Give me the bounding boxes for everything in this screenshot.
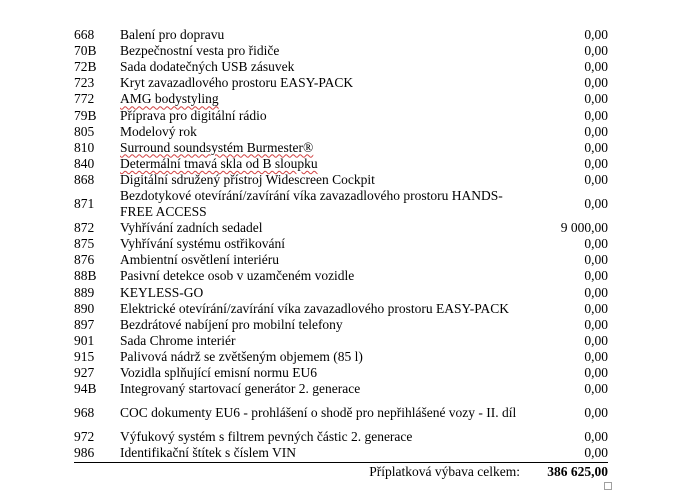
table-row — [74, 285, 608, 301]
option-price: 0,00 — [584, 332, 608, 348]
option-description: Identifikační štítek s číslem VIN — [120, 445, 532, 462]
option-code: 889 — [74, 284, 95, 300]
option-code: 986 — [74, 445, 120, 462]
option-price: 0,00 — [532, 445, 608, 462]
option-description: Palivová nádrž se zvětšeným objemem (85 l) — [120, 348, 363, 364]
table-row — [74, 59, 608, 75]
option-description: Sada dodatečných USB zásuvek — [120, 59, 295, 75]
table-row — [74, 397, 608, 429]
option-price: 0,00 — [584, 405, 608, 421]
option-description — [120, 91, 532, 107]
option-description-text: Surround soundsystém Burmester® — [120, 139, 314, 155]
table-row — [74, 188, 608, 220]
option-description: Elektrické otevírání/zavírání víka zavazadlového prostoru EASY-PACK — [120, 300, 510, 316]
table-row — [74, 172, 608, 188]
option-description: Bezpečnostní vesta pro řidiče — [120, 43, 280, 59]
table-row — [74, 252, 608, 268]
option-code: 723 — [74, 75, 95, 91]
option-description: Příprava pro digitální rádio — [120, 107, 267, 123]
option-price: 0,00 — [584, 316, 608, 332]
option-code: 927 — [74, 365, 95, 381]
option-description: Bezdotykové otevírání/zavírání víka zavazadlového prostoru HANDS-FREE ACCESS — [120, 188, 503, 220]
table-row — [74, 333, 608, 349]
option-code: 70B — [74, 43, 97, 59]
table-row — [74, 349, 608, 365]
table-row — [74, 156, 608, 172]
option-description: Bezdrátové nabíjení pro mobilní telefony — [120, 316, 343, 332]
option-description: Kryt zavazadlového prostoru EASY-PACK — [120, 75, 354, 91]
option-code: 890 — [74, 300, 95, 316]
option-code: 805 — [74, 123, 95, 139]
option-description: Balení pro dopravu — [120, 27, 225, 43]
option-price: 0,00 — [584, 196, 608, 212]
option-description: Vyhřívání systému ostřikování — [120, 236, 285, 252]
option-description: Výfukový systém s filtrem pevných částic 2. generace — [120, 429, 413, 445]
option-price: 0,00 — [584, 348, 608, 364]
table-row — [74, 220, 608, 236]
option-description-text: AMG bodystyling — [120, 91, 219, 107]
option-description: Vyhřívání zadních sedadel — [120, 220, 263, 236]
option-code: 876 — [74, 252, 95, 268]
options-table-body — [74, 27, 608, 462]
option-price: 0,00 — [584, 75, 608, 91]
option-price: 0,00 — [584, 59, 608, 75]
table-row — [74, 429, 608, 445]
option-code: 868 — [74, 171, 95, 187]
option-price: 0,00 — [584, 236, 608, 252]
option-code: 772 — [74, 91, 95, 107]
option-code: 901 — [74, 332, 95, 348]
table-resize-handle[interactable] — [604, 482, 612, 490]
table-row — [74, 43, 608, 59]
option-price: 0,00 — [584, 155, 608, 171]
option-code: 72B — [74, 59, 97, 75]
option-code: 668 — [74, 27, 95, 43]
option-price: 0,00 — [584, 252, 608, 268]
table-row — [74, 107, 608, 123]
option-description: COC dokumenty EU6 - prohlášení o shodě pro nepřihlášené vozy - II. díl — [120, 405, 517, 421]
option-price: 0,00 — [584, 171, 608, 187]
option-description: KEYLESS-GO — [120, 284, 204, 300]
option-code: 968 — [74, 405, 95, 421]
table-row — [74, 301, 608, 317]
option-code: 871 — [74, 196, 95, 212]
option-code: 79B — [74, 107, 97, 123]
option-price: 0,00 — [584, 300, 608, 316]
option-description — [120, 140, 532, 156]
option-code: 94B — [74, 381, 97, 397]
table-row — [74, 445, 608, 462]
table-row — [74, 75, 608, 91]
options-table — [74, 27, 608, 463]
option-price: 0,00 — [584, 123, 608, 139]
option-description-text: Determální tmavá skla od B sloupku — [120, 155, 318, 171]
option-code: 897 — [74, 316, 95, 332]
total-value: 386 625,00 — [547, 464, 608, 479]
option-description: Ambientní osvětlení interiéru — [120, 252, 279, 268]
option-price: 0,00 — [584, 107, 608, 123]
option-code: 972 — [74, 429, 95, 445]
option-price: 0,00 — [584, 284, 608, 300]
option-price: 0,00 — [584, 139, 608, 155]
total-label: Příplatková výbava celkem: — [369, 464, 520, 479]
table-row — [74, 27, 608, 43]
option-price: 0,00 — [584, 268, 608, 284]
option-price: 0,00 — [584, 43, 608, 59]
table-row — [74, 124, 608, 140]
table-row — [74, 91, 608, 107]
option-description: Digitální sdružený přístroj Widescreen Cockpit — [120, 171, 375, 187]
table-row — [74, 140, 608, 156]
option-price: 0,00 — [584, 365, 608, 381]
option-description: Integrovaný startovací generátor 2. generace — [120, 381, 361, 397]
option-price: 0,00 — [584, 429, 608, 445]
total-row — [74, 464, 608, 482]
option-code: 840 — [74, 155, 95, 171]
table-row — [74, 268, 608, 284]
table-row — [74, 365, 608, 381]
option-code: 875 — [74, 236, 95, 252]
table-row — [74, 317, 608, 333]
option-description: Vozidla splňující emisní normu EU6 — [120, 365, 317, 381]
option-description: Pasivní detekce osob v uzamčeném vozidle — [120, 268, 355, 284]
option-description: Sada Chrome interiér — [120, 332, 236, 348]
table-row — [74, 236, 608, 252]
option-price: 9 000,00 — [560, 220, 608, 236]
option-price: 0,00 — [584, 381, 608, 397]
option-description: Modelový rok — [120, 123, 197, 139]
table-row — [74, 381, 608, 397]
option-price: 0,00 — [584, 91, 608, 107]
option-code: 872 — [74, 220, 95, 236]
option-code: 88B — [74, 268, 97, 284]
option-code: 810 — [74, 139, 95, 155]
option-price: 0,00 — [584, 27, 608, 43]
option-description — [120, 156, 532, 172]
option-code: 915 — [74, 348, 95, 364]
